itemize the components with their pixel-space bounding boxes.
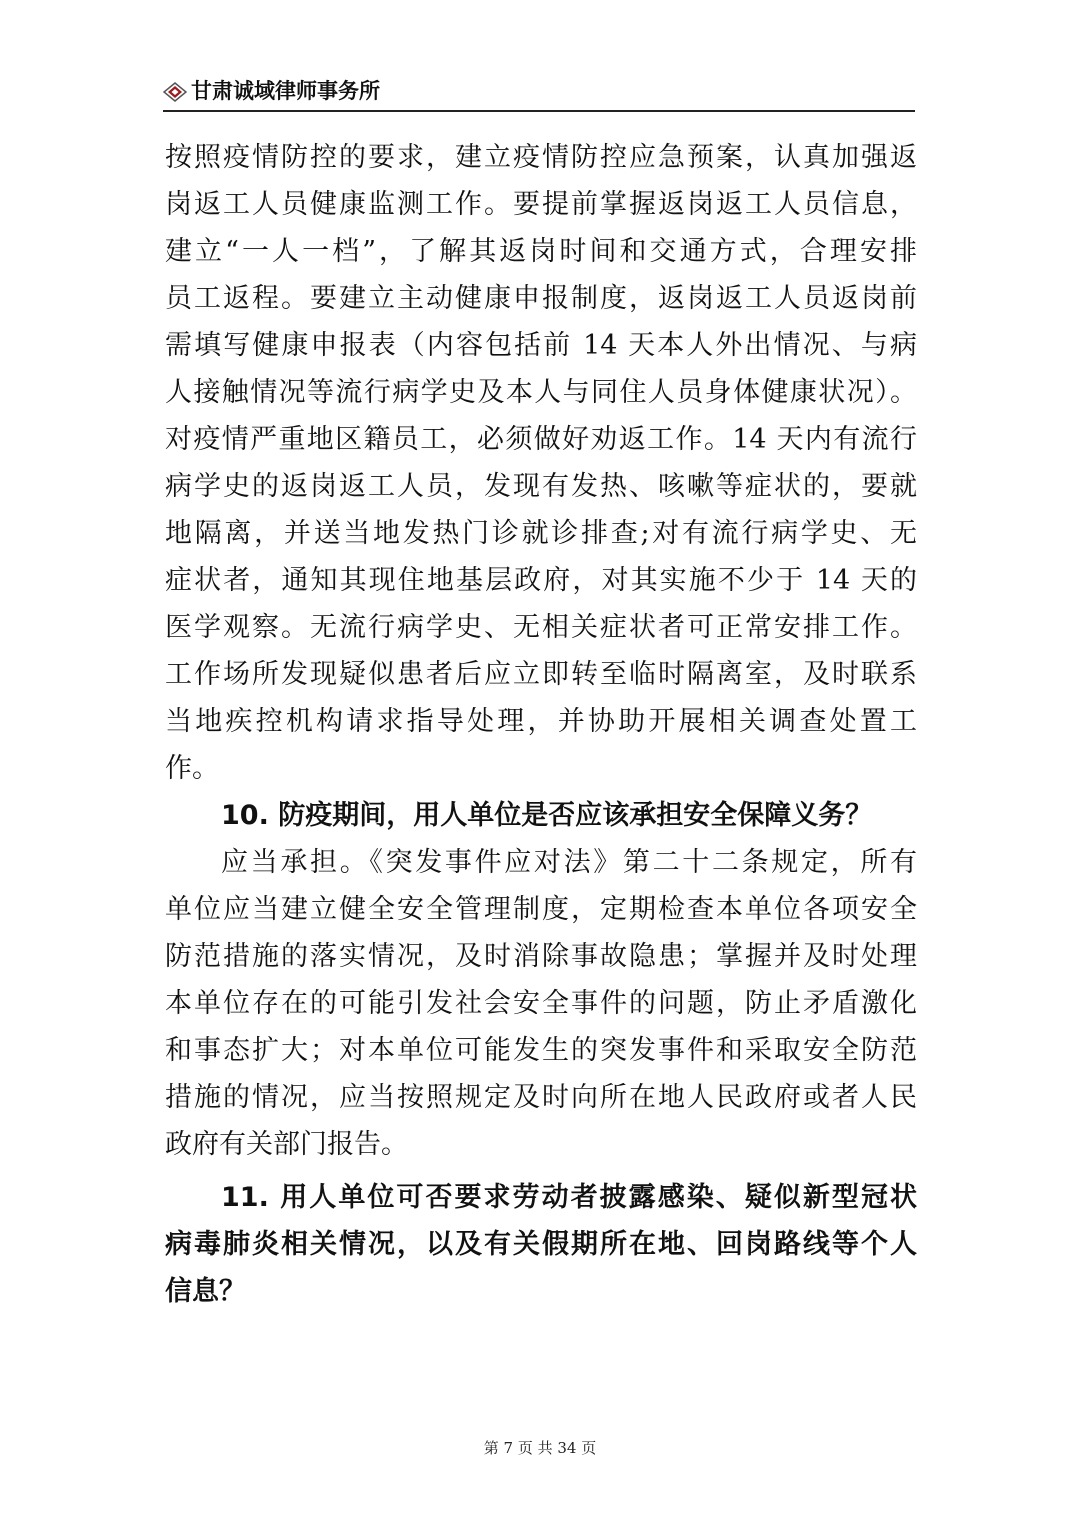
question-heading-11: 11. 用人单位可否要求劳动者披露感染、疑似新型冠状 [221, 1182, 917, 1213]
body-line: 作。 [165, 753, 219, 784]
body-line: 人接触情况等流行病学史及本人与同住人员身体健康状况）。 [165, 377, 917, 408]
body-line: 对疫情严重地区籍员工，必须做好劝返工作。14 天内有流行 [165, 424, 917, 455]
body-line: 政府有关部门报告。 [165, 1129, 408, 1160]
body-line: 地隔离，并送当地发热门诊就诊排查;对有流行病学史、无 [165, 518, 917, 549]
question-heading-11-line: 病毒肺炎相关情况，以及有关假期所在地、回岗路线等个人 [165, 1229, 917, 1260]
body-line: 和事态扩大；对本单位可能发生的突发事件和采取安全防范 [165, 1035, 917, 1066]
body-line: 医学观察。无流行病学史、无相关症状者可正常安排工作。 [165, 612, 917, 643]
body-line: 员工返程。要建立主动健康申报制度，返岗返工人员返岗前 [165, 283, 917, 314]
firm-logo-icon [163, 82, 187, 102]
body-line: 单位应当建立健全安全管理制度，定期检查本单位各项安全 [165, 894, 917, 925]
body-line: 防范措施的落实情况，及时消除事故隐患；掌握并及时处理 [165, 941, 917, 972]
question-heading-10: 10. 防疫期间，用人单位是否应该承担安全保障义务？ [221, 800, 873, 831]
document-body [165, 134, 917, 1315]
firm-name: 甘肃诚域律师事务所 [191, 79, 380, 103]
body-line: 病学史的返岗返工人员，发现有发热、咳嗽等症状的，要就 [165, 471, 917, 502]
body-line: 措施的情况，应当按照规定及时向所在地人民政府或者人民 [165, 1082, 917, 1113]
body-line: 岗返工人员健康监测工作。要提前掌握返岗返工人员信息， [165, 189, 917, 220]
body-line: 当地疾控机构请求指导处理，并协助开展相关调查处置工 [165, 706, 917, 737]
body-line: 症状者，通知其现住地基层政府，对其实施不少于 14 天的 [165, 565, 917, 596]
body-line: 本单位存在的可能引发社会安全事件的问题，防止矛盾激化 [165, 988, 917, 1019]
body-line: 工作场所发现疑似患者后应立即转至临时隔离室，及时联系 [165, 659, 917, 690]
body-line: 建立“一人一档”，了解其返岗时间和交通方式，合理安排 [165, 236, 917, 267]
body-line: 按照疫情防控的要求，建立疫情防控应急预案，认真加强返 [165, 142, 917, 173]
body-line: 需填写健康申报表（内容包括前 14 天本人外出情况、与病 [165, 330, 917, 361]
body-line: 应当承担。《突发事件应对法》第二十二条规定，所有 [221, 847, 917, 878]
page-number: 第 7 页 共 34 页 [483, 1439, 597, 1457]
question-heading-11-line: 信息？ [165, 1276, 246, 1307]
page-header [163, 74, 915, 112]
